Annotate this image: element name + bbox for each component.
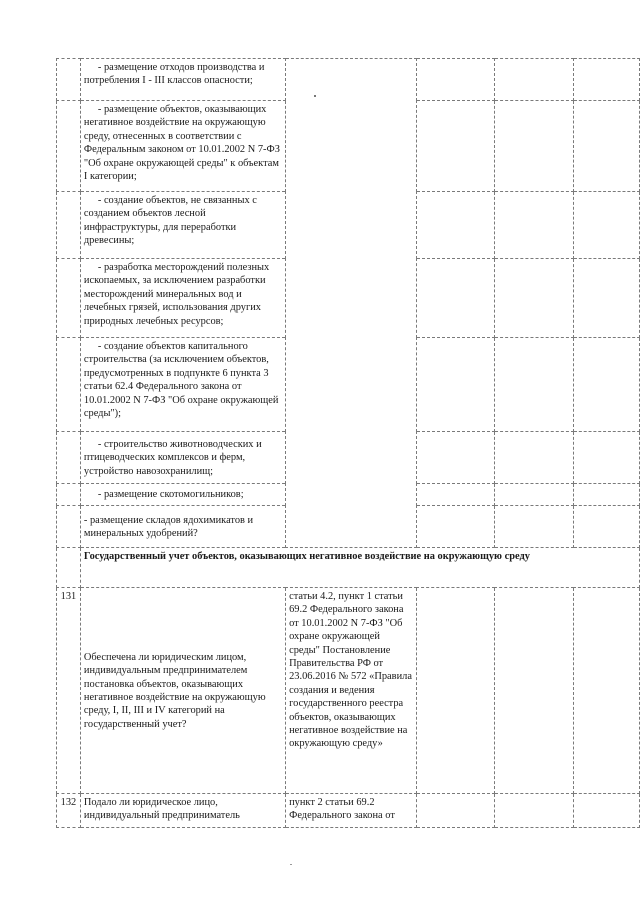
row-number: 132: [57, 794, 81, 828]
answer-cell: [416, 338, 494, 432]
answer-cell: [573, 259, 639, 338]
number-cell: [57, 59, 81, 101]
question-cell: Подало ли юридическое лицо, индивидуальный предприниматель: [80, 794, 285, 828]
requirement-text: - размещение отходов производства и потребления I - III классов опасности;: [83, 62, 265, 87]
answer-cell: [573, 506, 639, 548]
requirement-text: - размещение объектов, оказывающих негативное воздействие на окружающую среду, отнесенных в соответствии с Федеральным законом от 10.01.2002 N 7-ФЗ "Об охране окружающей среды" к объектам I категории;: [83, 104, 280, 183]
question-cell: Обеспечена ли юридическим лицом, индивидуальным предпринимателем постановка объектов, оказывающих негативное воздействие на окружающую среду, I, II, III и IV категорий на государственный учет?: [80, 588, 285, 794]
requirement-cell: [80, 506, 285, 548]
requirement-cell: [80, 432, 285, 484]
number-cell: [57, 192, 81, 259]
number-cell: [57, 548, 81, 588]
answer-cell: [416, 484, 494, 506]
answer-cell: [573, 588, 639, 794]
scan-speck: [314, 95, 316, 97]
number-cell: [57, 484, 81, 506]
requirement-cell: [80, 192, 285, 259]
answer-cell: [573, 192, 639, 259]
requirement-text: - разработка месторождений полезных ископаемых, за исключением разработки месторождений минеральных вод и лечебных грязей, использования других природных лечебных ресурсов;: [83, 262, 270, 327]
requirement-cell: [80, 484, 285, 506]
answer-cell: [495, 259, 573, 338]
section-title: Государственный учет объектов, оказывающих негативное воздействие на окружающую среду: [80, 548, 639, 588]
answer-cell: [416, 506, 494, 548]
requirement-text: - создание объектов, не связанных с созданием объектов лесной инфраструктуры, для переработки древесины;: [83, 195, 257, 247]
answer-cell: [495, 484, 573, 506]
answer-cell: [495, 588, 573, 794]
requirement-text: - строительство животноводческих и птицеводческих комплексов и ферм, устройство навозохранилищ;: [83, 438, 262, 477]
answer-cell: [416, 59, 494, 101]
answer-cell: [573, 432, 639, 484]
requirement-cell: [80, 101, 285, 192]
number-cell: [57, 101, 81, 192]
legal-basis-cell: пункт 2 статьи 69.2 Федерального закона от: [286, 794, 416, 828]
row-number: 131: [57, 588, 81, 794]
requirement-text: - размещение скотомогильников;: [97, 489, 244, 501]
answer-cell: [495, 101, 573, 192]
answer-cell: [416, 101, 494, 192]
answer-cell: [573, 338, 639, 432]
answer-cell: [416, 432, 494, 484]
table-row: [57, 588, 640, 794]
answer-cell: [495, 794, 573, 828]
answer-cell: [495, 432, 573, 484]
number-cell: [57, 338, 81, 432]
answer-cell: [573, 484, 639, 506]
answer-cell: [495, 192, 573, 259]
number-cell: [57, 506, 81, 548]
answer-cell: [416, 588, 494, 794]
number-cell: [57, 259, 81, 338]
requirement-text: - создание объектов капитального строительства (за исключением объектов, предусмотренных в подпункте 6 пункта 3 статьи 62.4 Федерального закона от 10.01.2002 N 7-ФЗ "Об охране окружающей среды");: [83, 341, 279, 420]
answer-cell: [573, 59, 639, 101]
answer-cell: [416, 192, 494, 259]
number-cell: [57, 432, 81, 484]
answer-cell: [573, 794, 639, 828]
checklist-table: [56, 58, 640, 828]
section-row: [57, 548, 640, 588]
scan-speck: [290, 864, 292, 865]
answer-cell: [416, 259, 494, 338]
requirement-text: - размещение складов ядохимикатов и минеральных удобрений?: [83, 514, 254, 539]
requirement-cell: [80, 259, 285, 338]
table-row: [57, 794, 640, 828]
requirement-cell: [80, 59, 285, 101]
answer-cell: [573, 101, 639, 192]
answer-cell: [495, 59, 573, 101]
legal-basis-cell: [286, 59, 416, 548]
requirement-cell: [80, 338, 285, 432]
answer-cell: [416, 794, 494, 828]
table-row: [57, 59, 640, 101]
legal-basis-cell: статьи 4.2, пункт 1 статьи 69.2 Федерального закона от 10.01.2002 N 7-ФЗ "Об охране окружающей среды" Постановление Правительства РФ от 23.06.2016 № 572 «Правила создания и ведения государственного реестра объектов, оказывающих негативное воздействие на окружающую среду»: [286, 588, 416, 794]
answer-cell: [495, 338, 573, 432]
answer-cell: [495, 506, 573, 548]
